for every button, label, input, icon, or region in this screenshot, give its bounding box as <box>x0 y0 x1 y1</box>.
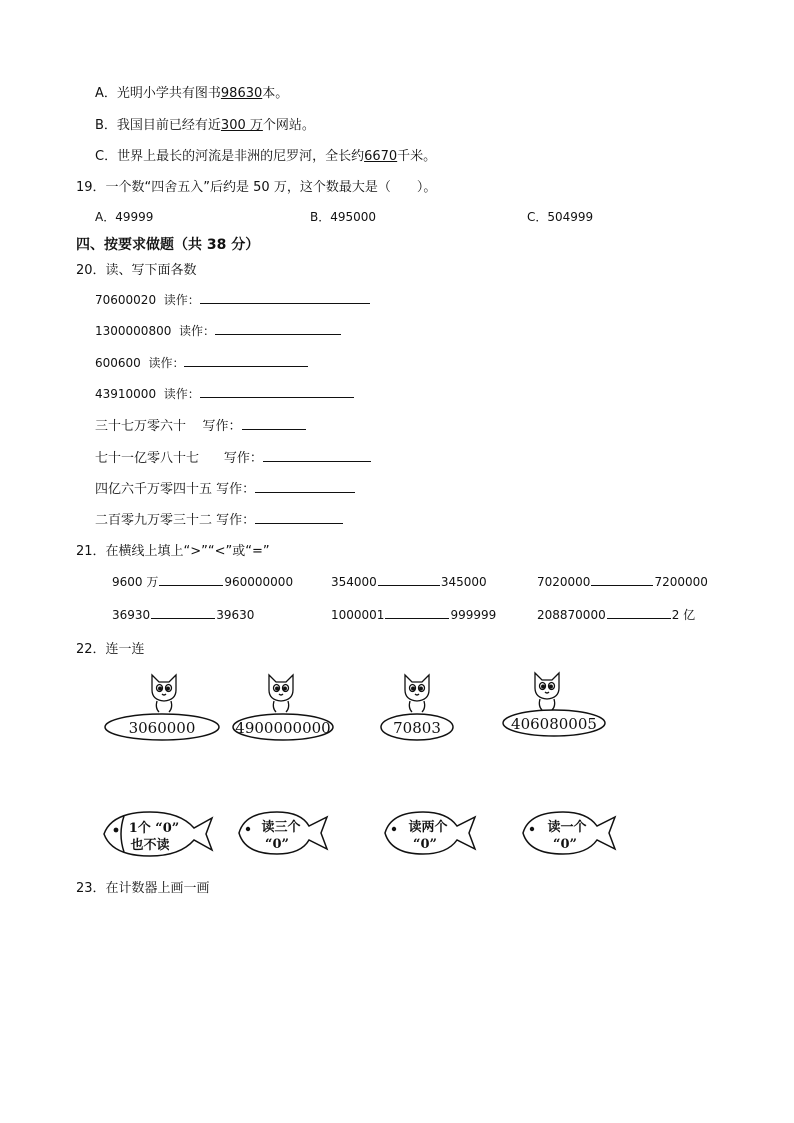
answer-blank[interactable] <box>242 417 306 430</box>
q21-comparison <box>331 573 487 589</box>
answer-blank[interactable] <box>255 480 355 493</box>
q22-stem: 22．连一连 <box>76 642 145 657</box>
answer-blank[interactable] <box>215 322 341 335</box>
q18-option-c <box>95 145 436 164</box>
q20-write-item <box>95 415 306 434</box>
q23-stem: 23．在计数器上画一画 <box>76 881 210 896</box>
q20-write-label: 写作： <box>216 513 256 528</box>
compare-blank[interactable] <box>159 573 223 586</box>
cat-with-number-2[interactable] <box>232 672 336 742</box>
cat-icon <box>405 675 429 712</box>
cat-icon <box>535 673 559 710</box>
q20-chinese-number: 四亿六千万零四十五 <box>95 482 213 497</box>
q20-chinese-number: 二百零九万零三十二 <box>95 513 213 528</box>
cat-number: 406080005 <box>511 715 597 733</box>
compare-right: 999999 <box>450 608 497 622</box>
q18-option-a-text: A．光明小学共有图书 <box>95 86 221 101</box>
q20-read-item <box>95 385 354 402</box>
answer-blank[interactable] <box>200 385 354 398</box>
fish-label-line1: 读三个 <box>261 820 301 835</box>
fish-1[interactable] <box>102 808 216 860</box>
section-title: 四、按要求做题（共 38 分） <box>76 237 260 253</box>
q18-option-b-underlined: 300 万 <box>220 118 263 133</box>
q20-write-item <box>95 478 355 497</box>
q20-write-item <box>95 447 371 466</box>
fish-2[interactable] <box>237 808 329 858</box>
compare-blank[interactable] <box>151 606 215 619</box>
q20-write-label: 写作： <box>202 419 242 434</box>
q19-option-b[interactable]: B．495000 <box>310 210 377 224</box>
q18-option-b-suffix: 个网站。 <box>262 118 315 133</box>
q20-chinese-number: 三十七万零六十 <box>95 419 187 434</box>
q19-option-a[interactable]: A．49999 <box>95 210 154 224</box>
cat-with-number-3[interactable] <box>380 672 456 742</box>
compare-left: 208870000 <box>537 608 606 622</box>
q21-comparison <box>537 606 695 623</box>
cat-with-number-1[interactable] <box>104 672 224 742</box>
q20-number: 600600 <box>95 356 141 370</box>
answer-blank[interactable] <box>184 354 308 367</box>
q18-option-a-underlined: 98630 <box>220 86 263 101</box>
q20-chinese-number: 七十一亿零八十七 <box>95 451 200 466</box>
cat-icon <box>152 675 176 712</box>
q20-read-label: 读作： <box>179 324 216 338</box>
fish-label-line2: “0” <box>552 837 578 852</box>
compare-right: 960000000 <box>224 575 294 589</box>
q18-option-b <box>95 114 315 133</box>
q20-write-label: 写作： <box>223 451 263 466</box>
q18-option-a-suffix: 本。 <box>262 86 289 101</box>
compare-blank[interactable] <box>385 606 449 619</box>
q18-option-b-text: B．我国目前已经有近 <box>95 118 221 133</box>
q21-comparison <box>537 573 708 589</box>
compare-right: 345000 <box>440 575 487 589</box>
compare-blank[interactable] <box>607 606 671 619</box>
fish-label-line2: 也不读 <box>130 838 170 853</box>
compare-blank[interactable] <box>378 573 440 586</box>
q18-option-a <box>95 82 288 101</box>
cat-number: 3060000 <box>128 719 196 737</box>
q20-read-item <box>95 322 341 339</box>
fish-label-line1: 读一个 <box>547 820 587 835</box>
q20-stem: 20．读、写下面各数 <box>76 263 197 278</box>
fish-label-line1: 读两个 <box>408 820 448 835</box>
fish-label-line2: “0” <box>264 837 290 852</box>
q19-option-c[interactable]: C．504999 <box>527 210 594 224</box>
cat-number: 4900000000 <box>235 719 331 737</box>
q20-number: 43910000 <box>95 387 157 401</box>
fish-3[interactable] <box>383 808 477 858</box>
cat-number: 70803 <box>393 719 441 737</box>
answer-blank[interactable] <box>255 511 343 524</box>
answer-blank[interactable] <box>200 291 370 304</box>
compare-right: 2 亿 <box>671 608 696 622</box>
cat-with-number-4[interactable] <box>502 670 608 740</box>
q20-read-label: 读作： <box>148 356 185 370</box>
q18-option-c-text: C．世界上最长的河流是非洲的尼罗河，全长约 <box>95 149 365 164</box>
q18-option-c-suffix: 千米。 <box>397 149 437 164</box>
compare-left: 354000 <box>331 575 377 589</box>
q18-option-c-underlined: 6670 <box>364 149 398 164</box>
q21-comparison <box>331 606 496 622</box>
compare-right: 7200000 <box>654 575 708 589</box>
q20-read-label: 读作： <box>163 293 200 307</box>
q20-read-item <box>95 291 370 308</box>
q20-write-label: 写作： <box>216 482 256 497</box>
q20-number: 70600020 <box>95 293 157 307</box>
cat-icon <box>269 675 293 712</box>
q21-comparison <box>112 573 293 590</box>
compare-left: 9600 万 <box>112 575 159 589</box>
answer-blank[interactable] <box>263 449 371 462</box>
fish-4[interactable] <box>521 808 617 858</box>
q20-number: 1300000800 <box>95 324 172 338</box>
compare-left: 7020000 <box>537 575 591 589</box>
q20-read-item <box>95 354 308 371</box>
compare-left: 1000001 <box>331 608 385 622</box>
q20-read-label: 读作： <box>163 387 200 401</box>
fish-label-line2: “0” <box>412 837 438 852</box>
compare-left: 36930 <box>112 608 151 622</box>
q19-stem: 19．一个数“四舍五入”后约是 50 万，这个数最大是（ ）。 <box>76 180 437 195</box>
fish-label-line1: 1个 “0” <box>128 821 180 836</box>
compare-right: 39630 <box>216 608 255 622</box>
compare-blank[interactable] <box>591 573 653 586</box>
q21-stem: 21．在横线上填上“>”“<”或“=” <box>76 544 270 559</box>
q20-write-item <box>95 509 343 528</box>
q21-comparison <box>112 606 254 622</box>
